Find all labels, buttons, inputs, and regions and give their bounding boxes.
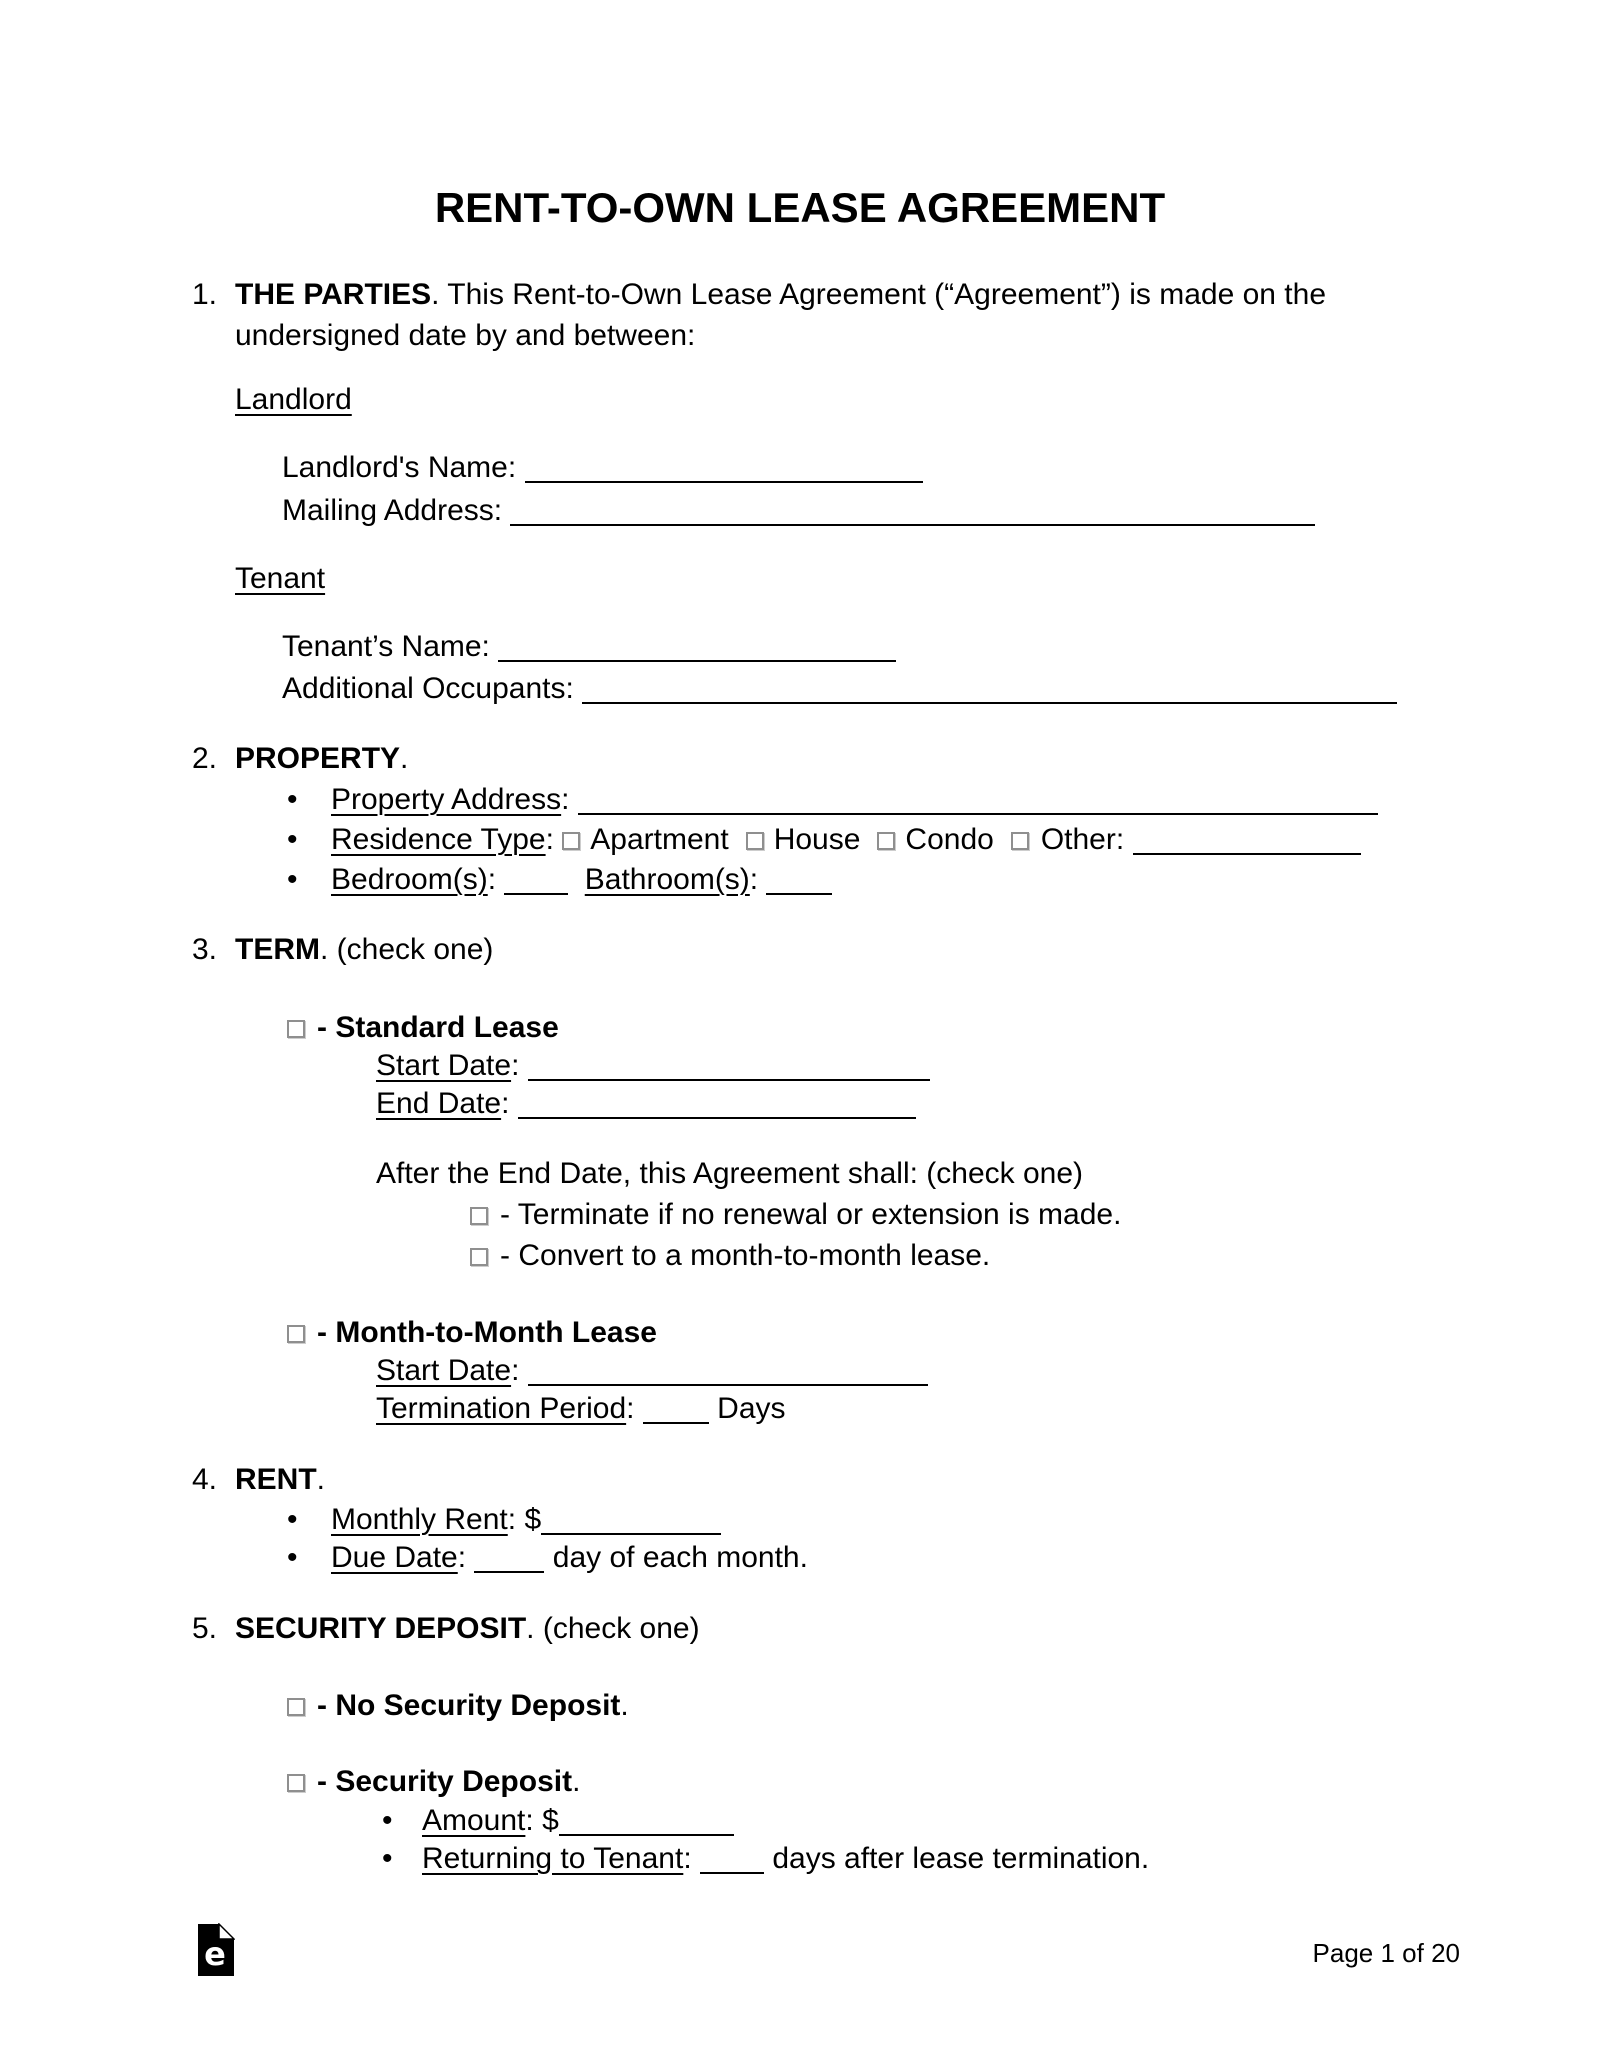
termination-period-row [376,1394,786,1424]
dash: - [317,1011,327,1044]
dash: - [500,1198,510,1231]
document-title: RENT-TO-OWN LEASE AGREEMENT [434,184,1166,231]
section-rent-label: RENT [235,1463,317,1496]
landlord-name-blank[interactable] [525,454,923,483]
bathrooms-label: Bathroom(s) [584,863,750,896]
month-to-month-label: - Month-to-Month Lease [317,1316,657,1349]
tenant-name-label: Tenant’s Name: [282,630,490,663]
section-parties-intro-line2: undersigned date by and between: [235,319,696,352]
colon: : [525,1804,534,1837]
section-rent-period: . [316,1463,326,1496]
returning-blank[interactable] [700,1845,764,1874]
monthly-rent-row [287,1505,721,1535]
amount-label: Amount [422,1804,526,1837]
other-checkbox[interactable] [1011,832,1029,850]
termination-period-blank[interactable] [643,1395,709,1424]
deposit-label: - Security Deposit [317,1765,573,1798]
condo-label: Condo [905,823,994,856]
section-parties-intro: . This Rent-to-Own Lease Agreement (“Agreement”) is made on the [431,278,1326,311]
tenant-header: Tenant [235,562,326,595]
no-deposit-option-row [287,1691,629,1721]
condo-checkbox[interactable] [877,832,895,850]
section-term-suffix: . (check one) [320,933,494,966]
bedrooms-blank[interactable] [504,866,568,895]
dash: - [500,1239,510,1272]
start-date-label: Start Date [376,1049,512,1082]
landlord-header: Landlord [235,383,352,416]
logo-letter: e [204,1935,226,1973]
standard-end-date-row [376,1089,916,1119]
residence-option-apartment [562,823,728,856]
bullet-icon: • [287,1503,298,1536]
end-date-label: End Date [376,1087,502,1120]
monthly-rent-blank[interactable] [541,1506,721,1535]
colon: : [1115,823,1125,856]
colon: : [507,1503,517,1536]
terminate-option-row [470,1200,1121,1230]
property-address-row [287,785,1378,815]
convert-option-row [470,1241,990,1271]
mailing-address-label: Mailing Address: [282,494,503,527]
additional-occupants-row [282,674,1397,704]
standard-lease-option-row [287,1013,559,1043]
apartment-label: Apartment [590,823,729,856]
landlord-name-label: Landlord's Name: [282,451,517,484]
bedrooms-bathrooms-row [287,865,832,895]
other-residence-blank[interactable] [1133,826,1361,855]
bullet-icon: • [287,823,298,856]
residence-option-house [746,823,861,856]
tenant-name-blank[interactable] [498,633,896,662]
start-date-label: Start Date [376,1354,512,1387]
period: . [572,1765,581,1798]
section-term-heading [192,935,493,965]
standard-lease-checkbox[interactable] [287,1020,305,1038]
residence-option-other [1011,823,1124,856]
house-checkbox[interactable] [746,832,764,850]
month-to-month-checkbox[interactable] [287,1325,305,1343]
section-number: 4. [192,1463,218,1496]
bedrooms-label: Bedroom(s) [331,863,488,896]
month-to-month-option-row [287,1318,657,1348]
bullet-icon: • [382,1804,393,1837]
bullet-icon: • [287,1541,298,1574]
colon: : [683,1842,692,1875]
residence-option-condo [877,823,993,856]
colon: : [749,863,759,896]
residence-type-row [287,825,1361,855]
returning-suffix: days after lease termination. [772,1842,1150,1875]
section-deposit-label: SECURITY DEPOSIT [235,1612,527,1645]
dash: - [317,1765,327,1798]
deposit-checkbox[interactable] [287,1774,305,1792]
other-label: Other [1040,823,1116,856]
section-term-label: TERM [235,933,320,966]
colon: : [511,1354,520,1387]
mailing-address-blank[interactable] [510,497,1315,526]
no-deposit-checkbox[interactable] [287,1698,305,1716]
mailing-address-row [282,496,1315,526]
section-number: 3. [192,933,218,966]
property-address-label: Property Address [331,783,562,816]
additional-occupants-blank[interactable] [582,675,1397,704]
section-number: 2. [192,742,218,775]
dash: - [317,1316,327,1349]
dash: - [317,1689,327,1722]
due-date-suffix: day of each month. [552,1541,808,1574]
deposit-option-row [287,1767,580,1797]
section-rent-heading [192,1465,325,1495]
m2m-start-date-row [376,1356,928,1386]
section-parties-label: THE PARTIES [235,278,432,311]
section-number: 1. [192,278,218,311]
bullet-icon: • [382,1842,393,1875]
eforms-logo [197,1923,235,1977]
section-property-label: PROPERTY [235,742,401,775]
section-number: 5. [192,1612,218,1645]
section-property-period: . [400,742,409,775]
convert-option-label: Convert to a month-to-month lease. [518,1239,991,1272]
convert-checkbox[interactable] [470,1248,488,1266]
terminate-option-label: Terminate if no renewal or extension is made. [517,1198,1122,1231]
dollar-sign: $ [542,1804,559,1837]
colon: : [501,1087,510,1120]
property-address-blank[interactable] [578,786,1378,815]
bathrooms-blank[interactable] [766,866,832,895]
returning-to-tenant-row [382,1844,1149,1874]
deposit-amount-blank[interactable] [559,1807,734,1836]
standard-lease-label: - Standard Lease [317,1011,559,1044]
colon: : [457,1541,467,1574]
additional-occupants-label: Additional Occupants: [282,672,574,705]
landlord-name-row [282,453,923,483]
colon: : [487,863,497,896]
colon: : [545,823,554,856]
section-parties-heading [192,280,1326,310]
period: . [620,1689,629,1722]
days-suffix: Days [717,1392,786,1425]
standard-start-date-row [376,1051,930,1081]
termination-period-label: Termination Period [376,1392,627,1425]
deposit-amount-row [382,1806,734,1836]
standard-start-date-blank[interactable] [528,1052,930,1081]
residence-type-label: Residence Type [331,823,546,856]
colon: : [511,1049,520,1082]
monthly-rent-label: Monthly Rent [331,1503,508,1536]
apartment-checkbox[interactable] [562,832,580,850]
section-deposit-heading [192,1614,700,1644]
colon: : [626,1392,635,1425]
terminate-checkbox[interactable] [470,1207,488,1225]
due-date-blank[interactable] [474,1544,544,1573]
m2m-start-date-blank[interactable] [528,1357,928,1386]
returning-label: Returning to Tenant [422,1842,684,1875]
after-end-date-text: After the End Date, this Agreement shall: (check one) [376,1157,1084,1190]
colon: : [561,783,570,816]
page-number: Page 1 of 20 [1312,1938,1460,1968]
document-icon [197,1923,235,1977]
due-date-label: Due Date [331,1541,458,1574]
bullet-icon: • [287,863,298,896]
dollar-sign: $ [524,1503,542,1536]
no-deposit-label: - No Security Deposit [317,1689,621,1722]
section-deposit-suffix: . (check one) [526,1612,700,1645]
section-property-heading [192,744,408,774]
bullet-icon: • [287,783,298,816]
due-date-row [287,1543,808,1573]
standard-end-date-blank[interactable] [518,1090,916,1119]
tenant-name-row [282,632,896,662]
house-label: House [773,823,861,856]
